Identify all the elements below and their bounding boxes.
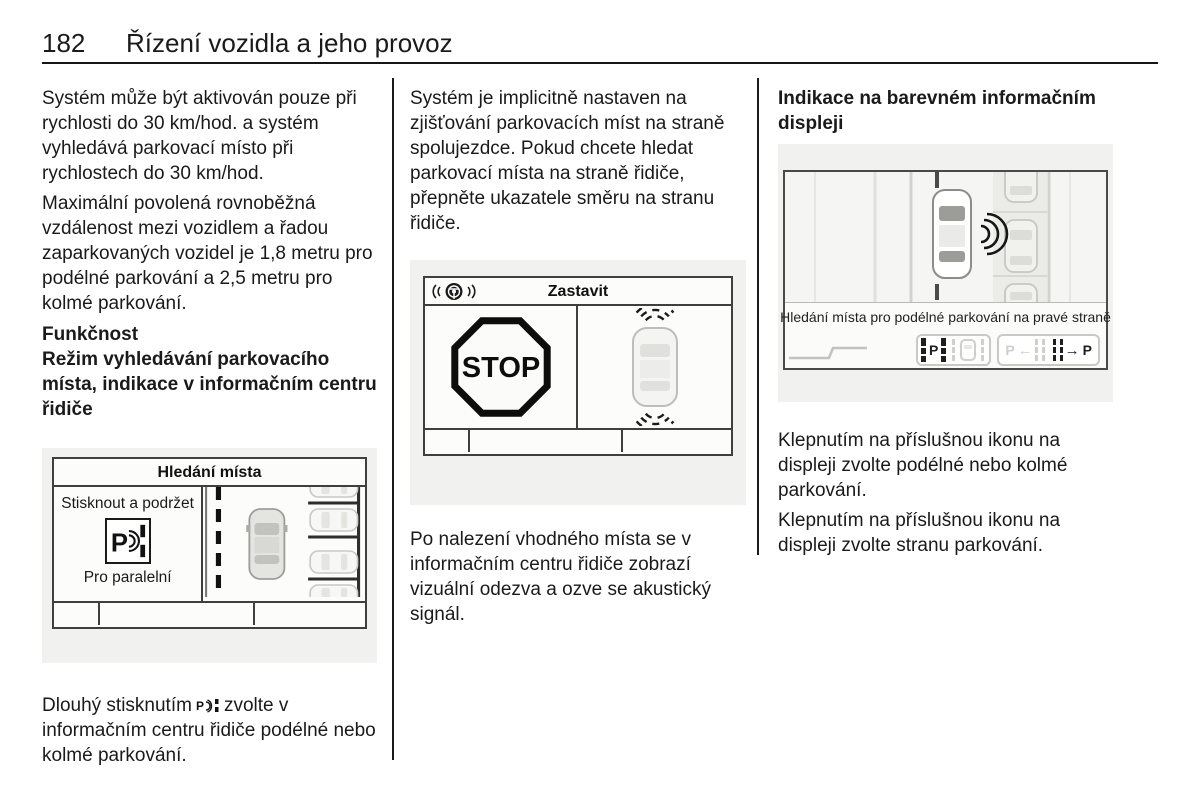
driver-info-display [423, 276, 733, 456]
car-sensors-icon [592, 308, 718, 426]
own-car-icon [933, 190, 971, 278]
display-caption [780, 302, 1111, 332]
softkey-divider [468, 430, 470, 452]
parallel-mode-label: Pro paralelní [83, 569, 172, 586]
header-rule [42, 62, 1158, 64]
parking-p-letter: P [1005, 342, 1015, 358]
right-arrow-glyph: → [1064, 341, 1080, 359]
parallel-road-illustration [203, 487, 365, 597]
display-title: Zastavit [547, 282, 609, 300]
paragraph-text: Dlouhý stisknutím [42, 695, 192, 716]
display-icon-bar [785, 332, 1106, 368]
parking-p-letter: P [928, 342, 939, 358]
column-1 [42, 86, 377, 773]
figure-color-display [778, 144, 1113, 402]
parallel-parking-icon[interactable] [921, 336, 946, 364]
display-softkey-bar [54, 601, 365, 625]
steering-wheel-sound-icon [431, 281, 477, 302]
own-car-icon [633, 328, 677, 406]
parking-assist-icon-glyph [109, 522, 147, 560]
softkey-divider [253, 603, 255, 625]
display-caption-text: Hledání místa pro podélné parkování na pravé straně [780, 309, 1111, 325]
park-left-icon[interactable] [1002, 336, 1046, 364]
parking-p-letter: P [195, 699, 204, 713]
column-divider [757, 78, 759, 555]
paragraph: Po nalezení vhodného místa se v informačním centru řidiče zobrazí vizuální odezva a ozve se akustický signál. [410, 529, 711, 625]
road-scene-pane [203, 487, 365, 601]
display-title: Hledání místa [157, 463, 262, 481]
chapter-title: Řízení vozidla a jeho provoz [126, 28, 453, 58]
driver-info-display [52, 457, 367, 629]
heading-color-display: Indikace na barevném informačním displeji [778, 88, 1096, 134]
figure-search-display [42, 448, 377, 663]
parking-side-selector [997, 334, 1100, 366]
paragraph: Systém může být aktivován pouze při rychlosti do 30 km/hod. a systém vyhledává parkovací místo při rychlostech do 30 km/hod. [42, 88, 357, 184]
column-3 [778, 86, 1113, 563]
press-hold-pane [54, 487, 203, 601]
parking-assist-inline-icon [196, 698, 220, 713]
paragraph: Klepnutím na příslušnou ikonu na displeji zvolte podélné nebo kolmé parkování. [778, 430, 1068, 501]
softkey-divider [98, 603, 100, 625]
color-info-display [780, 170, 1111, 370]
column-divider [392, 78, 394, 760]
stop-pane [425, 306, 578, 428]
stop-sign-label: STOP [461, 352, 540, 384]
parking-p-letter: P [110, 529, 128, 558]
column-2 [410, 86, 746, 632]
press-hold-label: Stisknout a podržet [61, 495, 194, 512]
perpendicular-parking-icon[interactable] [950, 336, 986, 364]
parking-type-selector [916, 334, 991, 366]
heading-search-mode: Režim vyhledávání parkovacího místa, indikace v informačním centru řidiče [42, 349, 377, 420]
paragraph: Systém je implicitně nastaven na zjišťování parkovacích míst na straně spolujezdce. Pokud chcete hledat parkovací místa na straně řidiče, přepněte ukazatele směru na stranu řidiče. [410, 88, 725, 234]
display-title-bar [425, 278, 731, 306]
paragraph: Klepnutím na příslušnou ikonu na displeji zvolte stranu parkování. [778, 510, 1061, 556]
display-title-bar [54, 459, 365, 487]
paragraph-text: zvolte v informačním centru řidiče podélné nebo kolmé parkování. [42, 695, 376, 766]
park-right-icon[interactable] [1051, 336, 1095, 364]
paragraph-long-press [42, 693, 377, 768]
softkey-divider [621, 430, 623, 452]
road-edge-line [789, 332, 867, 364]
parking-search-scene [785, 172, 1106, 302]
heading-functionality: Funkčnost [42, 324, 139, 345]
paragraph: Maximální povolená rovnoběžná vzdálenost mezi vozidlem a řadou zaparkovaných vozidel je 1,8 metru pro podélné parkování a 2,5 metru pro kolmé parkování. [42, 193, 373, 314]
own-car-icon [247, 509, 288, 579]
page-number: 182 [42, 28, 86, 58]
parking-assist-icon [105, 518, 151, 564]
left-arrow-glyph: ← [1017, 341, 1033, 359]
figure-stop-display [410, 260, 746, 505]
sonar-pane [578, 306, 731, 428]
display-softkey-bar [425, 428, 731, 452]
stop-sign-icon [449, 315, 553, 419]
parking-p-letter: P [1082, 342, 1092, 358]
